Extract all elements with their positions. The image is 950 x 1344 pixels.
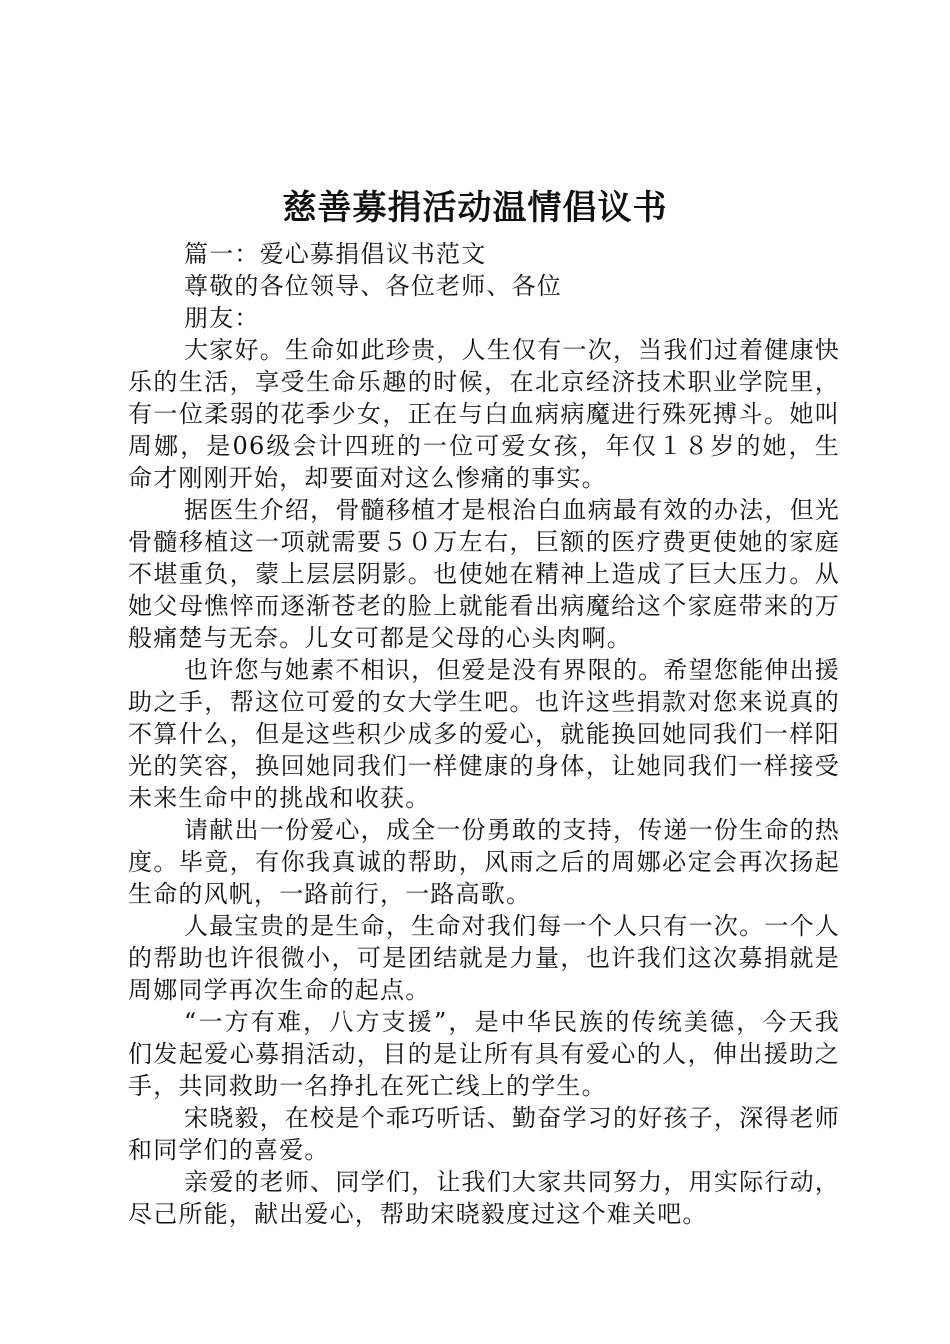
paragraph-1: 大家好。生命如此珍贵，人生仅有一次，当我们过着健康快乐的生活，享受生命乐趣的时候，在北京经济技术职业学院里，有一位柔弱的花季少女，正在与白血病病魔进行殊死搏斗。她叫周娜，是06级会计四班的一位可爱女孩，年仅１８岁的她，生命才刚刚开始，却要面对这么惨痛的事实。 <box>128 336 840 492</box>
paragraph-7: 宋晓毅，在校是个乖巧听话、勤奋学习的好孩子，深得老师和同学们的喜爱。 <box>128 1104 840 1164</box>
document-body <box>128 238 840 1230</box>
paragraph-8: 亲爱的老师、同学们，让我们大家共同努力，用实际行动，尽己所能，献出爱心，帮助宋晓毅度过这个难关吧。 <box>128 1168 840 1228</box>
paragraph-6: “一方有难，八方支援”，是中华民族的传统美德，今天我们发起爱心募捐活动，目的是让所有具有爱心的人，伸出援助之手，共同救助一名挣扎在死亡线上的学生。 <box>128 1008 840 1100</box>
paragraph-4: 请献出一份爱心，成全一份勇敢的支持，传递一份生命的热度。毕竟，有你我真诚的帮助，风雨之后的周娜必定会再次扬起生命的风帆，一路前行，一路高歌。 <box>128 816 840 908</box>
section-heading: 篇一：爱心募捐倡议书范文 <box>184 240 487 268</box>
document-title: 慈善募捐活动温情倡议书 <box>282 188 668 228</box>
salutation-line-1: 尊敬的各位领导、各位老师、各位 <box>184 272 562 300</box>
paragraph-2: 据医生介绍，骨髓移植才是根治白血病最有效的办法，但光骨髓移植这一项就需要５０万左右，巨额的医疗费更使她的家庭不堪重负，蒙上层层阴影。也使她在精神上造成了巨大压力。从她父母憔悴而逐渐苍老的脸上就能看出病魔给这个家庭带来的万般痛楚与无奈。儿女可都是父母的心头肉啊。 <box>128 496 840 652</box>
paragraph-5: 人最宝贵的是生命，生命对我们每一个人只有一次。一个人的帮助也许很微小，可是团结就是力量，也许我们这次募捐就是周娜同学再次生命的起点。 <box>128 912 840 1004</box>
paragraph-3: 也许您与她素不相识，但爱是没有界限的。希望您能伸出援助之手，帮这位可爱的女大学生吧。也许这些捐款对您来说真的不算什么，但是这些积少成多的爱心，就能换回她同我们一样阳光的笑容，换回她同我们一样健康的身体，让她同我们一样接受未来生命中的挑战和收获。 <box>128 656 840 812</box>
salutation-line-2: 朋友： <box>184 304 260 332</box>
